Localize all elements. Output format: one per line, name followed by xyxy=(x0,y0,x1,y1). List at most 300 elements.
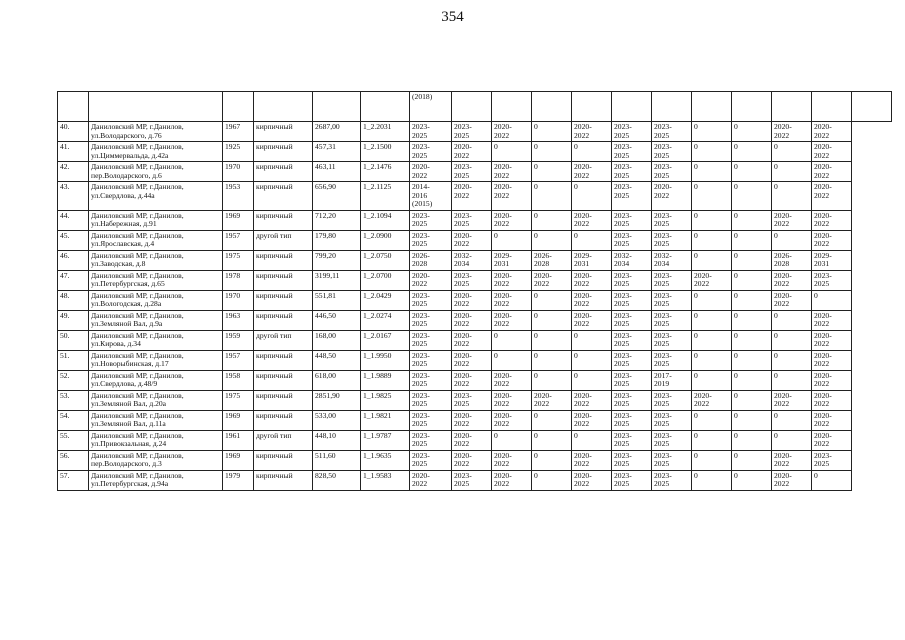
header-continuation-row xyxy=(58,92,892,122)
total-area-cell xyxy=(313,430,361,450)
build-year-cell-line: 1957 xyxy=(225,350,241,360)
repair-period-cell-line: 2020- xyxy=(574,122,592,131)
repair-period-cell xyxy=(452,270,492,290)
row-number-cell xyxy=(58,310,89,330)
address-cell-line: Даниловский МР, г.Данилов, xyxy=(91,350,184,360)
repair-period-cell-line: 0 xyxy=(734,162,738,171)
repair-period-cell xyxy=(772,162,812,182)
repair-period-cell xyxy=(572,370,612,390)
build-year-cell xyxy=(223,410,254,430)
repair-period-cell-line: 0 xyxy=(574,330,578,340)
repair-period-cell xyxy=(410,330,452,350)
repair-period-cell-line: 2022 xyxy=(654,190,670,200)
repair-period-cell-line: 2020- xyxy=(814,310,832,320)
repair-period-cell xyxy=(532,370,572,390)
repair-period-cell-line: 2022 xyxy=(774,130,790,140)
repair-period-cell-line: 2022 xyxy=(454,359,470,368)
repair-period-cell xyxy=(772,430,812,450)
repair-period-cell-line: 2020- xyxy=(534,390,552,400)
repair-period-cell xyxy=(492,122,532,142)
repair-period-cell-line: 2020- xyxy=(454,430,472,440)
repair-period-cell-line: 2023- xyxy=(654,470,672,480)
repair-period-cell-line: 2020- xyxy=(454,330,472,340)
repair-period-cell-line: 2020- xyxy=(774,210,792,220)
object-code-cell-line: 1_2.1476 xyxy=(363,162,392,171)
repair-period-cell-line: 2022 xyxy=(454,150,470,160)
repair-period-cell-line: 2025 xyxy=(654,239,670,248)
repair-period-cell xyxy=(410,310,452,330)
repair-period-cell-line: 2023- xyxy=(412,370,430,380)
object-code-cell xyxy=(361,390,410,410)
repair-period-cell-line: 0 xyxy=(774,410,778,420)
address-cell-line: ул.Кирова, д.34 xyxy=(91,339,141,348)
repair-period-cell-line: 2022 xyxy=(574,299,590,308)
repair-period-cell-line: 2022 xyxy=(494,419,510,428)
build-year-cell xyxy=(223,182,254,211)
repair-period-cell-line: 2025 xyxy=(412,459,428,468)
repair-period-cell xyxy=(732,162,772,182)
wall-material-cell-line: кирпичный xyxy=(256,162,293,171)
repair-period-cell xyxy=(652,270,692,290)
repair-period-cell-line: 2023- xyxy=(654,410,672,420)
build-year-cell-line: 1958 xyxy=(225,370,241,380)
repair-period-cell-line: 2020- xyxy=(534,270,552,280)
repair-period-cell xyxy=(812,370,852,390)
repair-period-cell-line: 0 xyxy=(534,182,538,191)
repair-period-cell xyxy=(492,310,532,330)
header-cell xyxy=(452,92,492,122)
repair-period-cell-line: 0 xyxy=(534,122,538,131)
address-cell xyxy=(89,290,223,310)
repair-period-cell-line: 2023- xyxy=(654,270,672,280)
total-area-cell-line: 448,10 xyxy=(315,430,336,440)
repair-period-cell-line: 2025 xyxy=(454,170,470,180)
build-year-cell-line: 1967 xyxy=(225,122,241,131)
repair-period-cell-line: 2023- xyxy=(614,370,632,380)
repair-period-cell-line: 0 xyxy=(574,230,578,240)
repair-period-cell xyxy=(772,450,812,470)
repair-period-cell xyxy=(812,390,852,410)
repair-period-cell-line: 2025 xyxy=(412,439,428,448)
repair-period-cell-line: 2023- xyxy=(614,270,632,280)
repair-period-cell xyxy=(452,470,492,490)
wall-material-cell-line: другой тип xyxy=(256,230,292,240)
address-cell xyxy=(89,210,223,230)
repair-period-cell-line: 2023- xyxy=(654,390,672,400)
repair-period-cell xyxy=(772,470,812,490)
repair-period-cell xyxy=(692,330,732,350)
repair-period-cell-line: 2020- xyxy=(494,210,512,220)
header-cell xyxy=(772,92,812,122)
repair-period-cell-line: 2022 xyxy=(574,319,590,328)
address-cell xyxy=(89,182,223,211)
repair-period-cell-line: 0 xyxy=(534,470,538,480)
build-year-cell-line: 1969 xyxy=(225,410,241,420)
repair-period-cell-line: 2022 xyxy=(814,379,830,388)
repair-period-cell-line: 0 xyxy=(694,122,698,131)
repair-period-cell-line: 2020- xyxy=(454,370,472,380)
wall-material-cell-line: кирпичный xyxy=(256,310,293,320)
repair-period-cell xyxy=(812,410,852,430)
object-code-cell-line: 1_1.9889 xyxy=(363,370,392,380)
repair-period-cell xyxy=(772,250,812,270)
repair-period-cell-line: 2025 xyxy=(412,219,428,228)
total-area-cell xyxy=(313,350,361,370)
repair-period-cell-line: 2025 xyxy=(454,279,470,288)
repair-period-cell-line: 0 xyxy=(534,330,538,340)
object-code-cell xyxy=(361,430,410,450)
repair-period-cell xyxy=(652,430,692,450)
repair-period-cell-line: 2023- xyxy=(614,162,632,171)
repair-period-cell xyxy=(572,230,612,250)
repair-period-cell-line: 2020- xyxy=(814,390,832,400)
repair-period-cell xyxy=(772,350,812,370)
repair-period-cell-line: 0 xyxy=(734,470,738,480)
repair-period-cell-line: 2029- xyxy=(494,250,512,260)
repair-period-cell-line: 2020- xyxy=(454,142,472,151)
address-cell-line: ул.Земляной Вал, д.20а xyxy=(91,399,167,408)
total-area-cell-line: 463,11 xyxy=(315,162,336,171)
repair-period-cell-line: 2023- xyxy=(654,350,672,360)
wall-material-cell xyxy=(254,210,313,230)
repair-period-cell-line: 0 xyxy=(694,330,698,340)
header-cell xyxy=(89,92,223,122)
repair-period-cell-line: 0 xyxy=(734,330,738,340)
repair-period-cell-line: 2028 xyxy=(774,259,790,268)
build-year-cell xyxy=(223,310,254,330)
repair-period-cell xyxy=(612,310,652,330)
repair-period-cell xyxy=(572,310,612,330)
repair-period-cell-line: 2020- xyxy=(494,162,512,171)
page-number: 354 xyxy=(441,9,464,25)
repair-period-cell-line: 2022 xyxy=(412,479,428,488)
repair-period-cell-line: 2023- xyxy=(412,310,430,320)
table-row xyxy=(58,450,892,470)
object-code-cell xyxy=(361,370,410,390)
repair-period-cell-line: 2023- xyxy=(454,270,472,280)
row-number-cell-line: 48. xyxy=(60,290,70,300)
row-number-cell xyxy=(58,250,89,270)
repair-period-cell-line: 2023- xyxy=(614,142,632,151)
object-code-cell xyxy=(361,310,410,330)
object-code-cell-line: 1_1.9635 xyxy=(363,450,392,460)
header-cell xyxy=(223,92,254,122)
repair-period-cell-line: 2022 xyxy=(814,239,830,248)
repair-period-cell-line: 0 xyxy=(694,470,698,480)
repair-period-cell-line: 2025 xyxy=(654,399,670,408)
repair-period-cell-line: 2023- xyxy=(654,230,672,240)
repair-period-cell-line: 0 xyxy=(574,182,578,191)
repair-period-cell xyxy=(652,122,692,142)
repair-period-cell-line: 0 xyxy=(694,182,698,191)
total-area-cell-line: 2687,00 xyxy=(315,122,340,131)
build-year-cell-line: 1957 xyxy=(225,230,241,240)
header-cell xyxy=(254,92,313,122)
address-cell-line: ул.Свердлова, д.44а xyxy=(91,190,155,200)
object-code-cell xyxy=(361,182,410,211)
repair-period-cell-line: 2022 xyxy=(534,399,550,408)
repair-period-cell-line: 2022 xyxy=(814,190,830,200)
repair-period-cell-line: 2020- xyxy=(494,122,512,131)
repair-period-cell-line: 2023- xyxy=(412,390,430,400)
repair-period-cell xyxy=(612,410,652,430)
address-cell-line: ул.Новорыбинская, д.17 xyxy=(91,359,169,368)
address-cell xyxy=(89,350,223,370)
repair-period-cell-line: 2022 xyxy=(814,130,830,140)
table-row xyxy=(58,410,892,430)
address-cell xyxy=(89,330,223,350)
repair-period-cell xyxy=(452,182,492,211)
wall-material-cell xyxy=(254,230,313,250)
repair-period-cell-line: 2023- xyxy=(614,450,632,460)
repair-period-cell xyxy=(410,270,452,290)
repair-period-cell-line: 2025 xyxy=(614,419,630,428)
repair-period-cell-line: 2023- xyxy=(654,142,672,151)
repair-period-cell xyxy=(492,162,532,182)
repair-period-cell-line: 2022 xyxy=(814,419,830,428)
wall-material-cell-line: кирпичный xyxy=(256,250,293,260)
repair-period-cell-line: 2020- xyxy=(412,270,430,280)
repair-period-cell xyxy=(532,330,572,350)
repair-period-cell-line: 2025 xyxy=(654,299,670,308)
header-cell xyxy=(572,92,612,122)
repair-period-cell xyxy=(732,250,772,270)
repair-period-cell-line: 2023- xyxy=(614,470,632,480)
repair-period-cell-line: 0 xyxy=(694,350,698,360)
row-number-cell xyxy=(58,470,89,490)
repair-period-cell xyxy=(692,210,732,230)
address-cell-line: ул.Привокзальная, д.24 xyxy=(91,439,167,448)
repair-period-cell xyxy=(410,142,452,162)
repair-period-cell xyxy=(772,390,812,410)
repair-period-cell xyxy=(492,290,532,310)
repair-period-cell-line: 2020- xyxy=(412,470,430,480)
repair-period-cell xyxy=(492,390,532,410)
repair-period-cell-line: 2022 xyxy=(574,219,590,228)
object-code-cell xyxy=(361,122,410,142)
repair-period-cell-line: 2020- xyxy=(574,290,592,300)
table-row xyxy=(58,290,892,310)
repair-period-cell xyxy=(492,470,532,490)
repair-period-cell xyxy=(492,182,532,211)
repair-period-cell xyxy=(612,350,652,370)
repair-period-cell xyxy=(732,370,772,390)
repair-period-cell-line: 0 xyxy=(494,430,498,440)
row-number-cell xyxy=(58,410,89,430)
repair-period-cell xyxy=(692,450,732,470)
table-row xyxy=(58,310,892,330)
object-code-cell-line: 1_2.0167 xyxy=(363,330,392,340)
address-cell-line: ул.Ярославская, д.4 xyxy=(91,239,155,248)
repair-period-cell-line: 2020- xyxy=(454,182,472,191)
repair-period-cell xyxy=(532,162,572,182)
repair-period-cell-line: 2020- xyxy=(774,450,792,460)
repair-period-cell-line: 0 xyxy=(694,142,698,151)
total-area-cell-line: 618,00 xyxy=(315,370,336,380)
address-cell-line: Даниловский МР, г.Данилов, xyxy=(91,450,184,460)
repair-period-cell xyxy=(452,390,492,410)
repair-period-cell xyxy=(452,230,492,250)
repair-period-cell-line: 2025 xyxy=(412,319,428,328)
address-cell-line: пер.Володарского, д.6 xyxy=(91,170,162,180)
address-cell xyxy=(89,450,223,470)
address-cell-line: Даниловский МР, г.Данилов, xyxy=(91,330,184,340)
address-cell-line: Даниловский МР, г.Данилов, xyxy=(91,410,184,420)
repair-period-cell xyxy=(612,182,652,211)
repair-period-cell-line: 2029- xyxy=(814,250,832,260)
repair-period-cell xyxy=(692,430,732,450)
repair-period-cell-line: (2015) xyxy=(412,199,433,208)
repair-period-cell-line: 0 xyxy=(774,350,778,360)
repair-period-cell xyxy=(572,290,612,310)
repair-period-cell xyxy=(692,142,732,162)
repair-period-cell-line: 2023- xyxy=(654,430,672,440)
repair-period-cell xyxy=(612,330,652,350)
repair-period-cell-line: 2025 xyxy=(614,439,630,448)
repair-period-cell-line: 2020- xyxy=(494,410,512,420)
address-cell xyxy=(89,230,223,250)
object-code-cell xyxy=(361,330,410,350)
repair-period-cell xyxy=(732,410,772,430)
repair-period-cell-line: 2023- xyxy=(454,210,472,220)
address-cell xyxy=(89,142,223,162)
repair-period-cell xyxy=(812,450,852,470)
repair-period-cell xyxy=(612,270,652,290)
repair-period-cell xyxy=(410,410,452,430)
repair-period-cell-line: 2023- xyxy=(654,330,672,340)
repair-period-cell xyxy=(812,470,852,490)
row-number-cell xyxy=(58,122,89,142)
build-year-cell-line: 1970 xyxy=(225,162,241,171)
repair-period-cell-line: 2023- xyxy=(654,210,672,220)
repair-period-cell-line: 0 xyxy=(694,210,698,220)
repair-period-cell-line: 2023- xyxy=(412,290,430,300)
repair-period-cell xyxy=(692,310,732,330)
repair-period-cell xyxy=(410,122,452,142)
repair-period-cell xyxy=(652,310,692,330)
header-cell xyxy=(313,92,361,122)
repair-period-cell xyxy=(452,310,492,330)
total-area-cell xyxy=(313,450,361,470)
repair-period-cell xyxy=(532,350,572,370)
build-year-cell xyxy=(223,210,254,230)
object-code-cell-line: 1_2.1125 xyxy=(363,182,392,191)
repair-period-cell-line: 2025 xyxy=(412,419,428,428)
repair-period-cell-line: 0 xyxy=(694,230,698,240)
repair-period-cell-line: 2022 xyxy=(454,319,470,328)
build-year-cell-line: 1970 xyxy=(225,290,241,300)
repair-period-cell xyxy=(732,122,772,142)
repair-period-cell-line: 0 xyxy=(734,410,738,420)
table-row xyxy=(58,350,892,370)
repair-period-cell-line: 2022 xyxy=(774,479,790,488)
table-row xyxy=(58,250,892,270)
repair-period-cell-line: 2025 xyxy=(614,479,630,488)
repair-period-cell xyxy=(772,182,812,211)
repair-period-cell-line: 0 xyxy=(774,310,778,320)
build-year-cell xyxy=(223,450,254,470)
repair-period-cell xyxy=(612,450,652,470)
header-cell xyxy=(812,92,852,122)
row-number-cell-line: 45. xyxy=(60,230,70,240)
repair-period-cell xyxy=(612,390,652,410)
row-number-cell xyxy=(58,430,89,450)
repair-period-cell xyxy=(812,210,852,230)
repair-period-cell xyxy=(452,122,492,142)
repair-period-cell-line: 2022 xyxy=(494,379,510,388)
address-cell-line: ул.Циммервальда, д.42а xyxy=(91,150,169,160)
repair-period-cell-line: 2022 xyxy=(454,190,470,200)
repair-period-cell-line: 2022 xyxy=(814,170,830,180)
row-number-cell-line: 44. xyxy=(60,210,70,220)
repair-period-cell xyxy=(410,350,452,370)
repair-period-cell-line: 0 xyxy=(734,430,738,440)
repair-period-cell xyxy=(452,430,492,450)
wall-material-cell-line: кирпичный xyxy=(256,350,293,360)
address-cell xyxy=(89,430,223,450)
repair-period-cell xyxy=(410,230,452,250)
row-number-cell-line: 49. xyxy=(60,310,70,320)
repair-period-cell-line: 0 xyxy=(574,350,578,360)
row-number-cell-line: 41. xyxy=(60,142,70,151)
wall-material-cell-line: кирпичный xyxy=(256,370,293,380)
repair-period-cell-line: 2020- xyxy=(654,182,672,191)
row-number-cell xyxy=(58,182,89,211)
repair-period-cell-line: 2025 xyxy=(814,279,830,288)
repair-period-cell xyxy=(410,450,452,470)
table-body xyxy=(58,92,892,491)
repair-period-cell-line: 2025 xyxy=(654,339,670,348)
row-number-cell xyxy=(58,270,89,290)
repair-period-cell xyxy=(532,182,572,211)
total-area-cell xyxy=(313,142,361,162)
repair-period-cell-line: 0 xyxy=(774,182,778,191)
address-cell xyxy=(89,470,223,490)
repair-period-cell-line: 0 xyxy=(734,230,738,240)
repair-period-cell-line: 2022 xyxy=(814,339,830,348)
row-number-cell-line: 42. xyxy=(60,162,70,171)
table-row xyxy=(58,430,892,450)
row-number-cell-line: 53. xyxy=(60,390,70,400)
address-cell xyxy=(89,370,223,390)
repair-period-cell xyxy=(532,142,572,162)
address-cell-line: пер.Володарского, д.3 xyxy=(91,459,162,468)
repair-period-cell-line: 0 xyxy=(574,142,578,151)
header-cell xyxy=(692,92,732,122)
repair-period-cell xyxy=(732,310,772,330)
repair-period-cell-line: 2022 xyxy=(774,219,790,228)
repair-period-cell xyxy=(410,430,452,450)
address-cell xyxy=(89,390,223,410)
address-cell xyxy=(89,310,223,330)
repair-period-cell xyxy=(452,330,492,350)
repair-period-cell xyxy=(572,142,612,162)
repair-period-cell-line: 2022 xyxy=(814,219,830,228)
repair-period-cell-line: 2020- xyxy=(454,290,472,300)
header-cell xyxy=(732,92,772,122)
build-year-cell xyxy=(223,330,254,350)
address-cell-line: Даниловский МР, г.Данилов, xyxy=(91,310,184,320)
repair-period-cell-line: 2020- xyxy=(454,310,472,320)
repair-period-cell xyxy=(452,142,492,162)
table-row xyxy=(58,270,892,290)
object-code-cell xyxy=(361,410,410,430)
repair-period-cell xyxy=(612,142,652,162)
object-code-cell-line: 1_1.9583 xyxy=(363,470,392,480)
repair-period-cell-line: 0 xyxy=(694,290,698,300)
repair-period-cell-line: 0 xyxy=(774,162,778,171)
address-cell-line: ул.Земляной Вал, д.11а xyxy=(91,419,166,428)
